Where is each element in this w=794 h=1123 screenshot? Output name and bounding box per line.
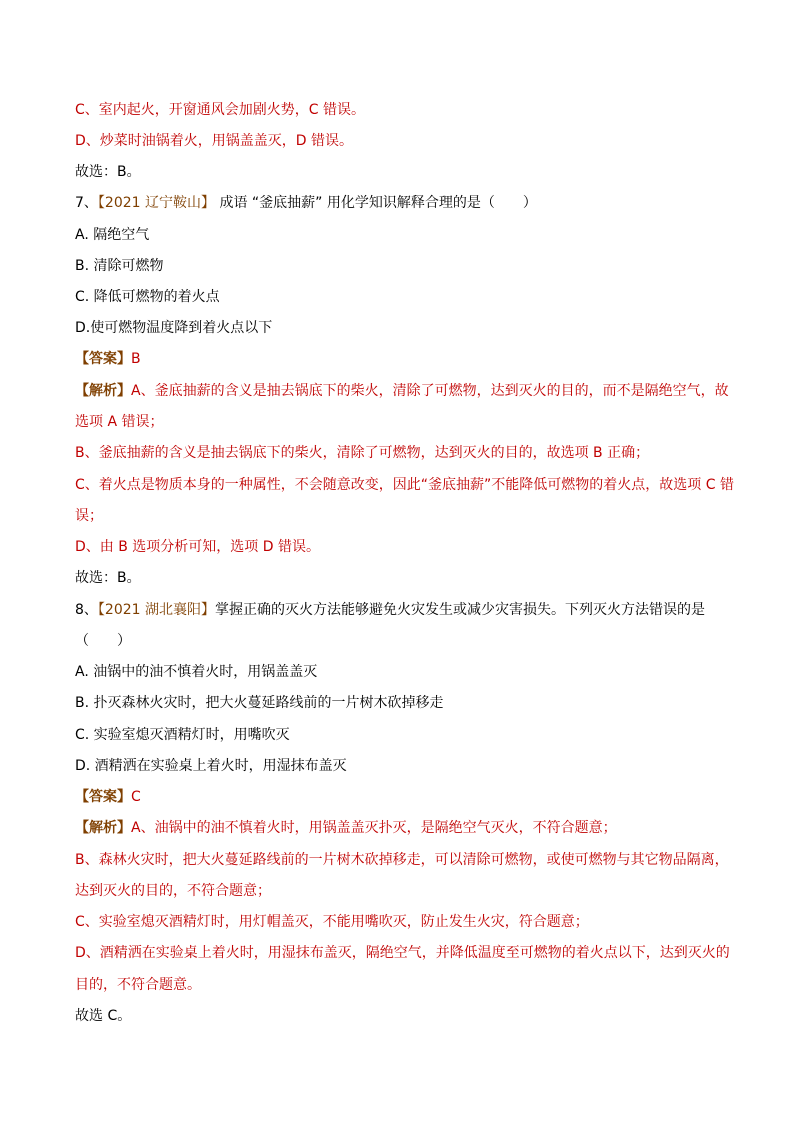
prev-analysis-line: C、室内起火，开窗通风会加剧火势，C 错误。 — [75, 102, 365, 118]
q7-stem: 成语 “釜底抽薪” 用化学知识解释合理的是（ ） — [215, 195, 537, 211]
prev-conclusion: 故选：B。 — [75, 164, 141, 180]
q8-option-d: D. 酒精洒在实验桌上着火时，用湿抹布盖灭 — [75, 758, 347, 774]
q7-conclusion: 故选：B。 — [75, 570, 141, 586]
q7-analysis-line: C、着火点是物质本身的一种属性，不会随意改变，因此“釜底抽薪”不能降低可燃物的着火点，故选项 C 错 — [75, 477, 734, 493]
q8-analysis-line: D、酒精洒在实验桌上着火时，用湿抹布盖灭，隔绝空气，并降低温度至可燃物的着火点以下，达到灭火的 — [75, 945, 730, 961]
q8-analysis-tag: 【解析】 — [75, 820, 131, 836]
q8-analysis-text: A、油锅中的油不慎着火时，用锅盖盖灭扑灭，是隔绝空气灭火，不符合题意； — [131, 820, 617, 836]
q7-option-c: C. 降低可燃物的着火点 — [75, 289, 220, 305]
q7-analysis-line — [75, 381, 729, 401]
q7-option-b: B. 清除可燃物 — [75, 258, 164, 274]
q8-analysis-line: B、森林火灾时，把大火蔓延路线前的一片树木砍掉移走，可以清除可燃物，或使可燃物与其它物品隔离， — [75, 852, 729, 868]
q7-analysis-line: 误； — [75, 508, 103, 524]
q8-answer-line — [75, 787, 141, 807]
q8-option-a: A. 油锅中的油不慎着火时，用锅盖盖灭 — [75, 664, 318, 680]
q8-stem: 掌握正确的灭火方法能够避免火灾发生或减少灾害损失。下列灭火方法错误的是 — [215, 602, 706, 618]
q7-answer-line — [75, 349, 141, 369]
q7-option-d: D.使可燃物温度降到着火点以下 — [75, 320, 273, 336]
q8-option-b: B. 扑灭森林火灾时，把大火蔓延路线前的一片树木砍掉移走 — [75, 695, 444, 711]
q7-stem-line — [75, 193, 537, 213]
q8-conclusion: 故选 C。 — [75, 1008, 132, 1024]
q8-analysis-line: 目的，不符合题意。 — [75, 977, 201, 993]
q7-answer-tag: 【答案】 — [75, 351, 131, 367]
q8-answer: C — [131, 789, 141, 805]
q7-analysis-line: D、由 B 选项分析可知，选项 D 错误。 — [75, 539, 320, 555]
q8-analysis-line — [75, 818, 617, 838]
q7-option-a: A. 隔绝空气 — [75, 227, 150, 243]
prev-analysis-line: D、炒菜时油锅着火，用锅盖盖灭，D 错误。 — [75, 133, 354, 149]
q8-analysis-line: 达到灭火的目的，不符合题意； — [75, 883, 271, 899]
q8-option-c: C. 实验室熄灭酒精灯时，用嘴吹灭 — [75, 727, 290, 743]
q7-analysis-line: 选项 A 错误； — [75, 414, 164, 430]
q8-stem-continuation: （ ） — [75, 633, 131, 649]
q8-source: 【2021 湖北襄阳】 — [97, 602, 216, 618]
q7-analysis-tag: 【解析】 — [75, 383, 131, 399]
q7-analysis-line: B、釜底抽薪的含义是抽去锅底下的柴火，清除了可燃物，达到灭火的目的，故选项 B 正确； — [75, 445, 650, 461]
q8-stem-line — [75, 600, 705, 620]
q8-analysis-line: C、实验室熄灭酒精灯时，用灯帽盖灭，不能用嘴吹灭，防止发生火灾，符合题意； — [75, 914, 589, 930]
q8-number: 8、 — [75, 602, 98, 618]
q8-answer-tag: 【答案】 — [75, 789, 131, 805]
q7-answer: B — [131, 351, 141, 367]
q7-number: 7、 — [75, 195, 98, 211]
q7-analysis-text: A、釜底抽薪的含义是抽去锅底下的柴火，清除了可燃物，达到灭火的目的，而不是隔绝空气，故 — [131, 383, 729, 399]
q7-source: 【2021 辽宁鞍山】 — [97, 195, 216, 211]
